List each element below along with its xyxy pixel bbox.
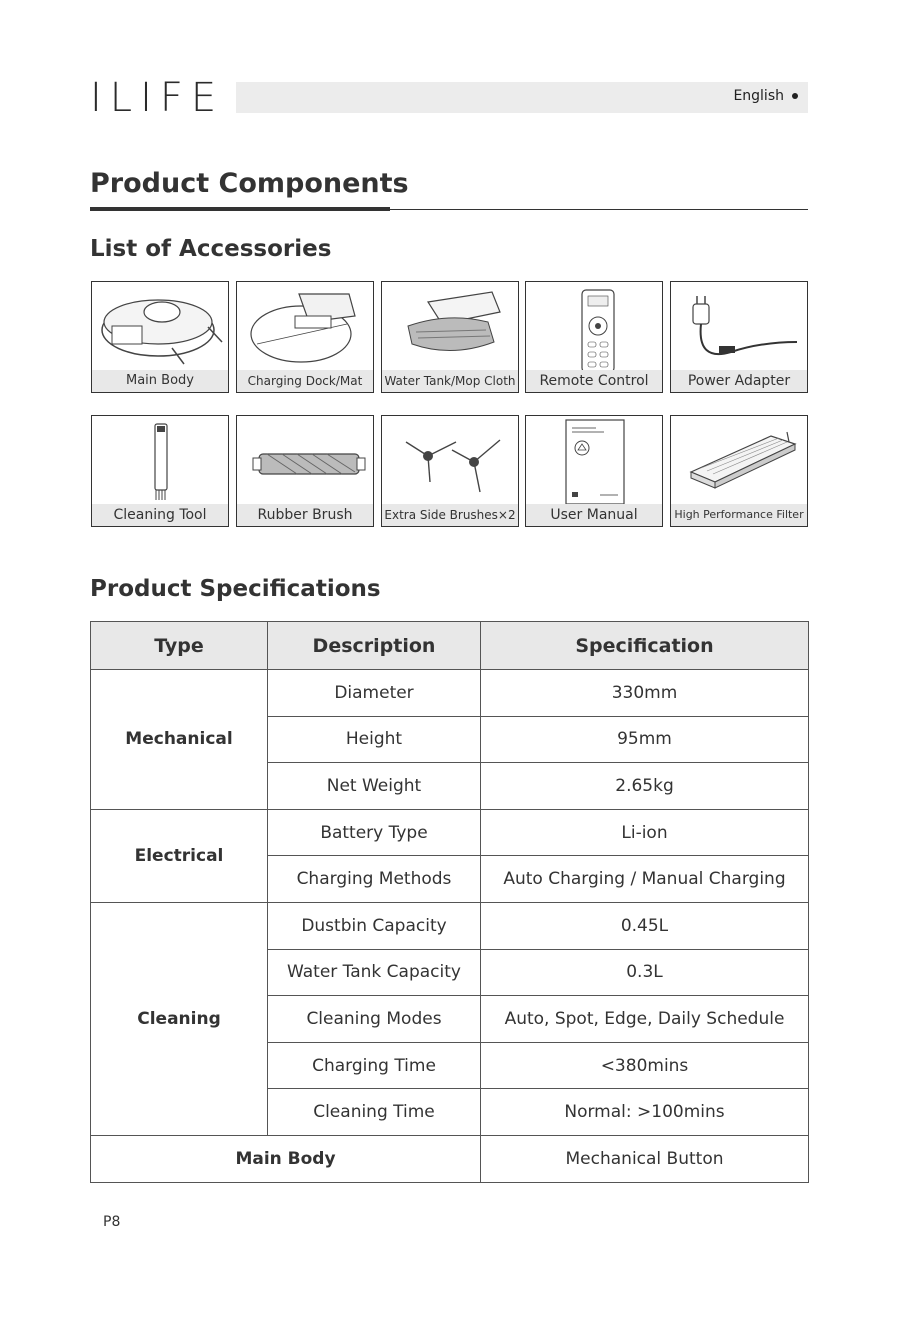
accessory-cleaning-tool [91,415,229,527]
specifications-table [90,621,809,1183]
accessory-label: Remote Control [526,370,662,392]
specification-cell: 0.3L [481,949,809,996]
specification-cell: 0.45L [481,902,809,949]
table-row [91,670,809,717]
user-manual-icon [526,416,663,506]
description-cell: Diameter [268,670,481,717]
rubber-brush-icon [237,416,374,506]
specification-cell: Normal: >100mins [481,1089,809,1136]
column-header-type: Type [91,622,268,670]
table-row [91,809,809,856]
specification-cell: 95mm [481,716,809,763]
column-header-description: Description [268,622,481,670]
specification-cell: Li-ion [481,809,809,856]
description-cell: Dustbin Capacity [268,902,481,949]
accessories-heading: List of Accessories [90,236,332,262]
description-cell: Charging Time [268,1042,481,1089]
accessory-label: Cleaning Tool [92,504,228,526]
description-cell: Charging Methods [268,856,481,903]
water-tank-icon [382,282,519,372]
table-header-row [91,622,809,670]
specification-cell: Mechanical Button [481,1135,809,1182]
specification-cell: <380mins [481,1042,809,1089]
accessory-label: Water Tank/Mop Cloth [382,370,518,392]
page-number: P8 [103,1214,121,1230]
accessory-label: Rubber Brush [237,504,373,526]
accessory-label: Main Body [92,370,228,392]
table-row [91,902,809,949]
specification-cell: 2.65kg [481,763,809,810]
description-cell: Cleaning Time [268,1089,481,1136]
group-cell-cleaning: Cleaning [91,902,268,1135]
accessory-label: Charging Dock/Mat [237,370,373,392]
accessory-user-manual [525,415,663,527]
accessory-charging-dock [236,281,374,393]
accessory-label: Extra Side Brushes×2 [382,504,518,526]
filter-icon [671,416,808,506]
charging-dock-icon [237,282,374,372]
power-adapter-icon [671,282,808,372]
accessory-water-tank [381,281,519,393]
table-row [91,1135,809,1182]
language-label: English [733,88,798,104]
accessory-side-brushes [381,415,519,527]
accessory-label: Power Adapter [671,370,807,392]
cleaning-tool-icon [92,416,229,506]
accessory-label: User Manual [526,504,662,526]
accessory-remote-control [525,281,663,393]
accessory-filter [670,415,808,527]
group-cell-main-body: Main Body [91,1135,481,1182]
accessory-label: High Performance Filter [671,504,807,526]
page-title: Product Components [90,168,409,199]
bullet-dot-icon [792,93,798,99]
accessory-power-adapter [670,281,808,393]
title-underline [90,207,390,211]
side-brush-icon [382,416,519,506]
accessory-rubber-brush [236,415,374,527]
specifications-heading: Product Specifications [90,576,381,602]
description-cell: Water Tank Capacity [268,949,481,996]
robot-vacuum-icon [92,282,229,372]
accessory-main-body [91,281,229,393]
column-header-specification: Specification [481,622,809,670]
group-cell-mechanical: Mechanical [91,670,268,810]
specification-cell: Auto Charging / Manual Charging [481,856,809,903]
description-cell: Net Weight [268,763,481,810]
description-cell: Battery Type [268,809,481,856]
description-cell: Cleaning Modes [268,996,481,1043]
specification-cell: 330mm [481,670,809,717]
description-cell: Height [268,716,481,763]
specification-cell: Auto, Spot, Edge, Daily Schedule [481,996,809,1043]
brand-logo: ILIFE [90,75,225,121]
remote-control-icon [526,282,663,372]
language-bar [236,82,808,113]
group-cell-electrical: Electrical [91,809,268,902]
